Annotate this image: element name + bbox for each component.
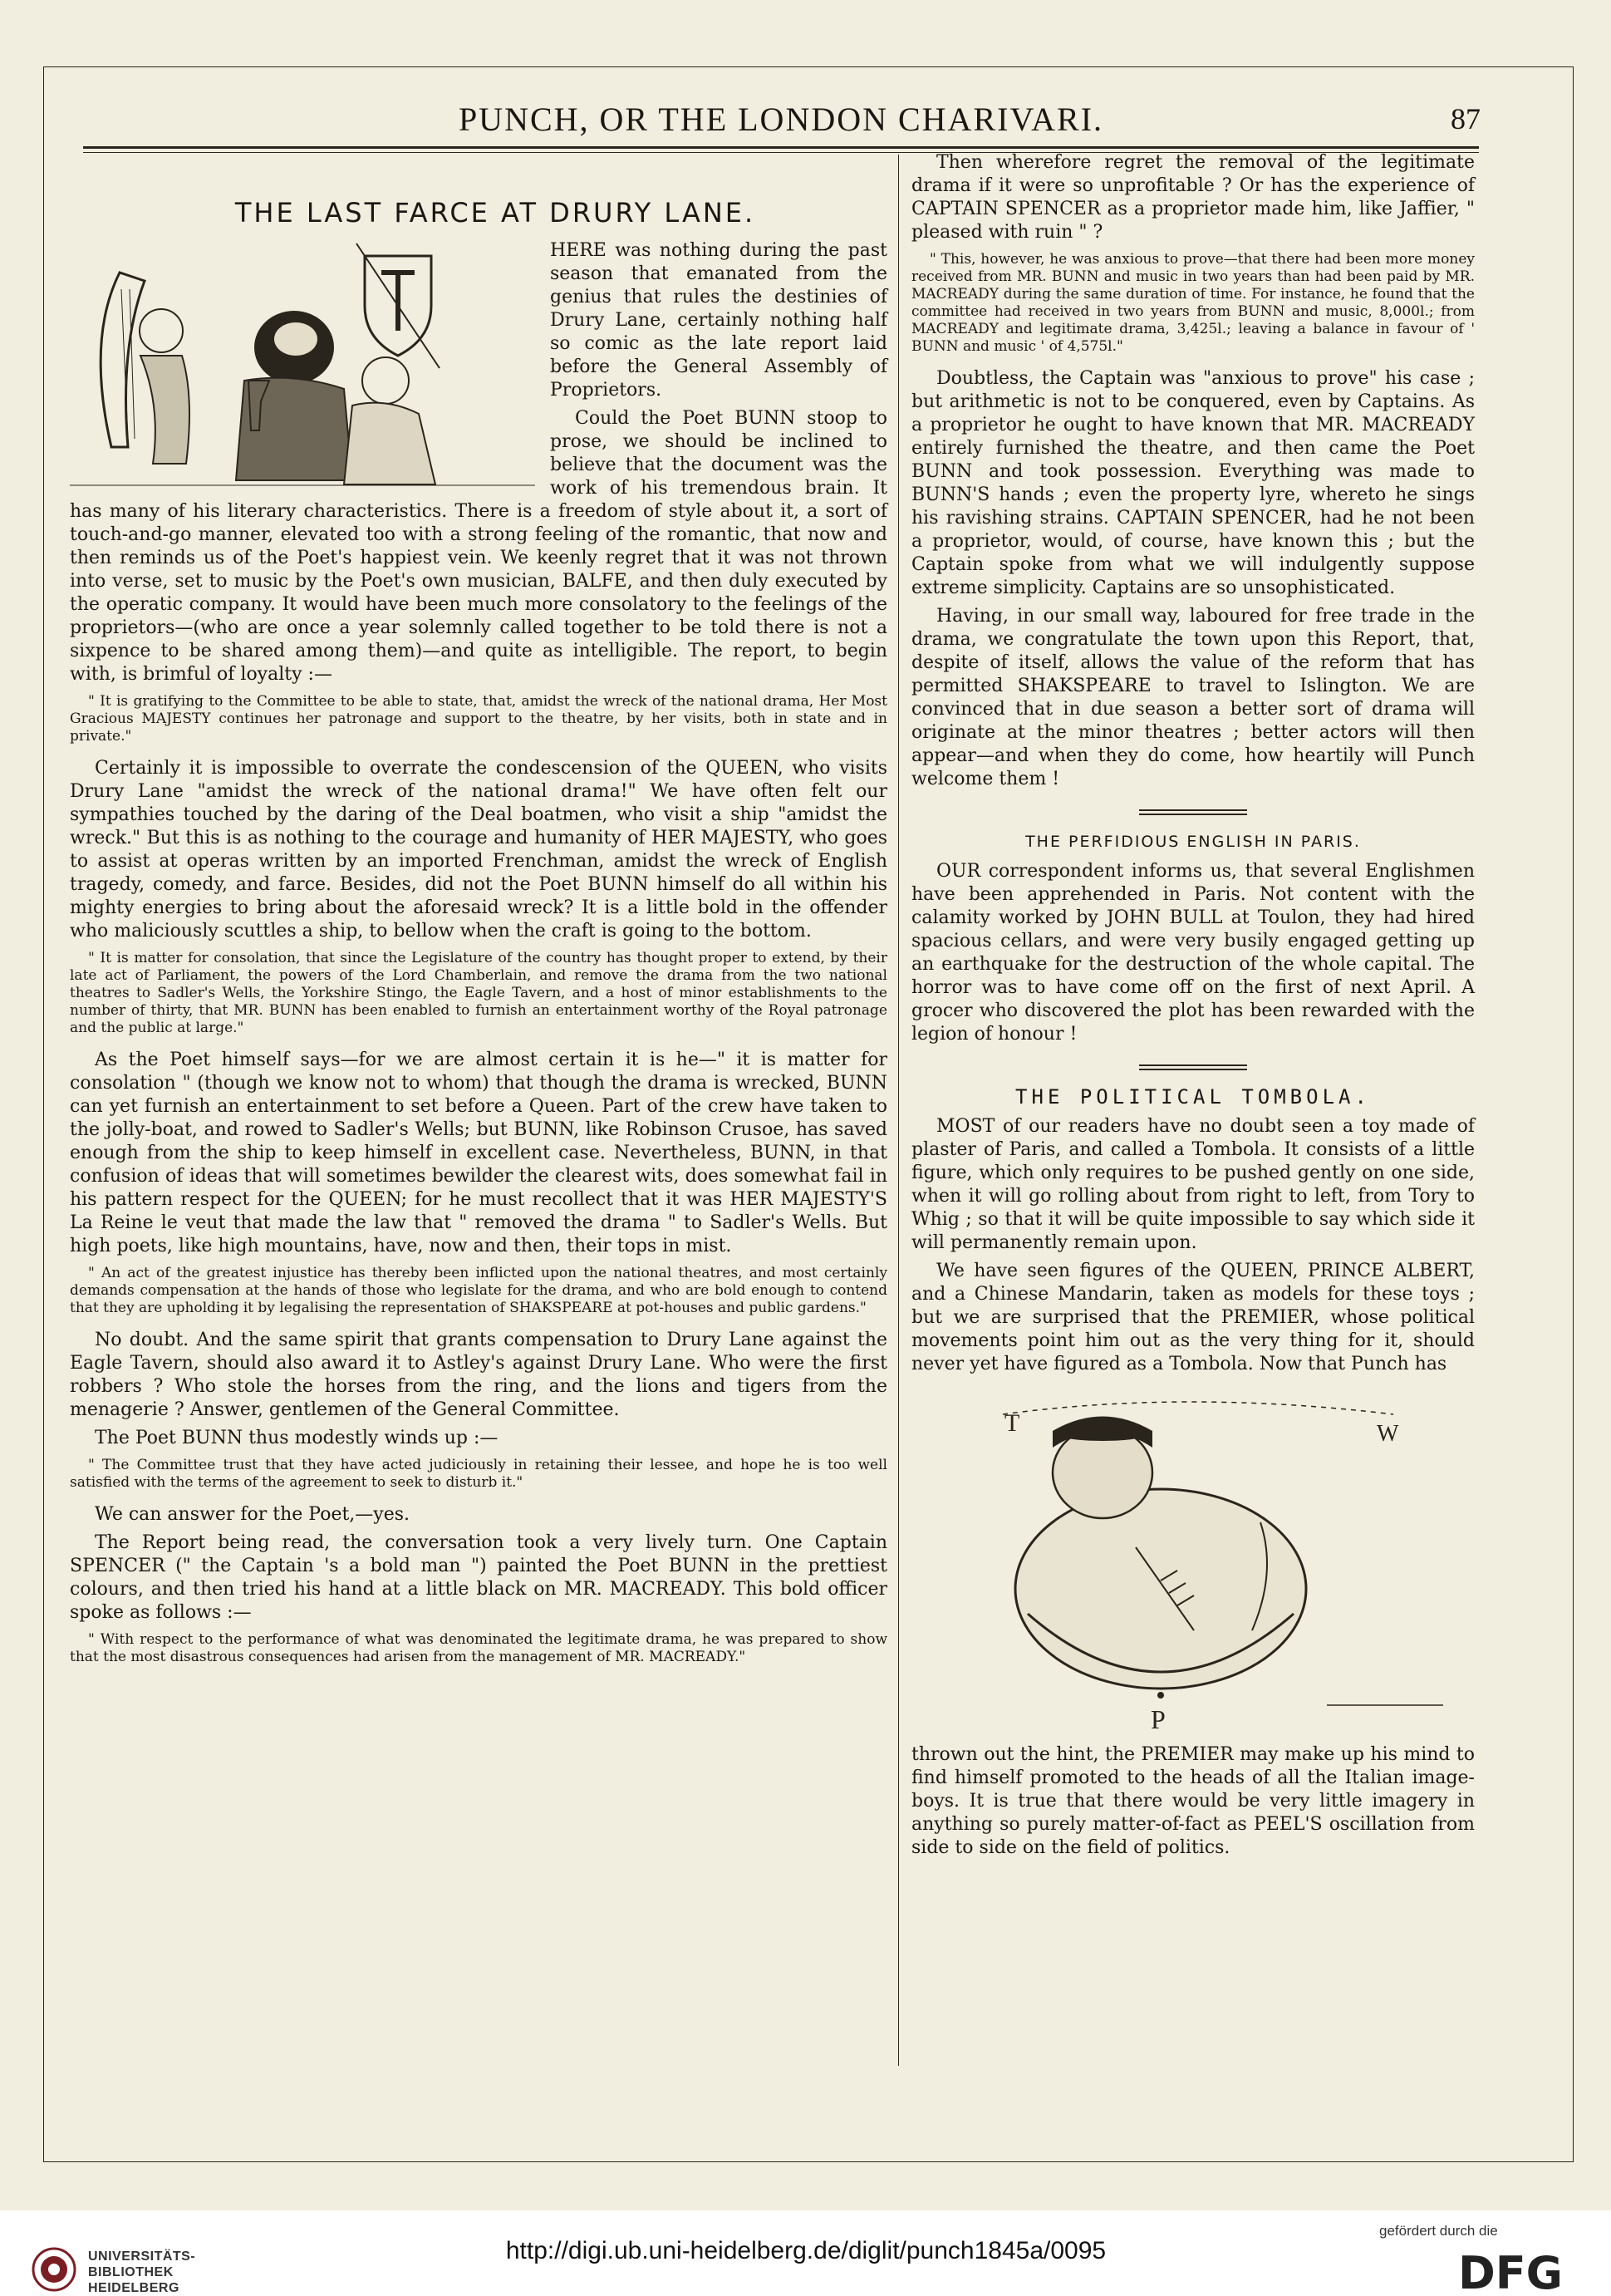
article1-paragraph-10: Doubtless, the Captain was "anxious to prove" his case ; but arithmetic is not to be conquered, even by Captains. As a proprietor he ought to have known that MR. MACREADY entirely furnished the theatre, and then came the Poet BUNN and took possession. Everything was made to BUNN'S hands ; even the property lyre, whereto he sings his ravishing strains. CAPTAIN SPENCER, had he not been a proprietor, would, of course, have known this ; but the Captain spoke from what we will indulgently suppose extreme simplicity. Captains are so unsophisticated. — [911, 368, 1475, 598]
left-column — [70, 197, 887, 1678]
quoted-extract-3: " An act of the greatest injustice has thereby been inflicted upon the national theatres, and most certainly demands compensation at the hands of those who legislate for the drama, and who are bold enough to contend that they are upholding it by legalising the representation of SHAKSPEARE at pot-houses and public gardens." — [70, 1265, 887, 1316]
institution-line: HEIDELBERG — [88, 2281, 179, 2295]
tory-label: T — [1004, 1409, 1020, 1437]
article1-paragraph-2: Could the Poet BUNN stoop to prose, we should be inclined to believe that the document was the work of his tremendous brain. It has many of his literary characteristics. There is a freedom of style about it, a sort of touch-and-go manner, elevated too with a strong feeling of the romantic, that now and then reminds us of the Poet's happiest vein. We keenly regret that it was not thrown into verse, set to music by the Poet's own musician, BALFE, and then duly executed by the operatic company. It would have been much more consolatory to the feelings of the proprietors—(who are once a year solemnly called together to be told there is not a sixpence to be shared among them)—and quite as intelligible. The report, to begin with, is brimful of loyalty :— — [70, 408, 887, 685]
article-title: THE LAST FARCE AT DRURY LANE. — [234, 197, 756, 229]
quoted-extract-2: " It is matter for consolation, that since the Legislature of the country has thought proper to extend, by their late act of Parliament, the powers of the Lord Chamberlain, and remove the drama from the two national theatres to Sadler's Wells, the Yorkshire Stingo, the Eagle Tavern, and a host of minor establishments to the number of thirty, that MR. BUNN has been enabled to furnish an entertainment worthy of the Royal patronage and the public at large." — [70, 950, 887, 1036]
article1-paragraph-1: HERE was nothing during the past season that emanated from the genius that rules the destinies of Drury Lane, certainly nothing half so comic as the late report laid before the General Assembly of Proprietors. — [550, 240, 887, 401]
quoted-extract-5: " With respect to the performance of what was denominated the legitimate drama, he was prepared to show that the most disastrous consequences had arisen from the management of MR. MACREADY." — [70, 1631, 887, 1665]
section-divider — [1139, 809, 1247, 815]
section-divider — [1139, 1064, 1247, 1070]
quoted-extract-6: " This, however, he was anxious to prove—that there had been more money received from MR. BUNN and music in two years than had been paid by MR. MACREADY during the same duration of time. For instance, he found that the committee had received in two years from BUNN and music, 8,000l.; from MACREADY and legitimate drama, 3,425l.; leaving a balance in favour of ' BUNN and music ' of 4,575l." — [911, 251, 1475, 355]
running-head: PUNCH, OR THE LONDON CHARIVARI. — [458, 101, 1104, 138]
whig-label: W — [1377, 1421, 1399, 1447]
article-title: THE PERFIDIOUS ENGLISH IN PARIS. — [1025, 833, 1361, 851]
article1-paragraph-9: Then wherefore regret the removal of the legitimate drama if it were so unprofitable ? Or has the experience of CAPTAIN SPENCER as a proprietor made him, like Jaffier, " pleased with ruin " ? — [911, 152, 1475, 243]
article2-paragraph-1: OUR correspondent informs us, that several Englishmen have been apprehended in Paris. Not content with the calamity worked by JOHN BULL at Toulon, they had hired spacious cellars, and were very busily engaged getting up an earthquake for the destruction of the whole capital. The horror was to have come off on the first of next April. A grocer who discovered the plot has been rewarded with the legion of honour ! — [911, 861, 1475, 1045]
article-title: THE POLITICAL TOMBOLA. — [1015, 1085, 1371, 1109]
article1-paragraph-7: We can answer for the Poet,—yes. — [95, 1504, 410, 1525]
tombola-illustration — [911, 1381, 1460, 1738]
institution-line: BIBLIOTHEK — [88, 2265, 174, 2279]
quoted-extract-4: " The Committee trust that they have acted judiciously in retaining their lessee, and hope he is too well satisfied with the terms of the agreement to seek to disturb it." — [70, 1457, 887, 1491]
quoted-extract-1: " It is gratifying to the Committee to be able to state, that, amidst the wreck of the national drama, Her Most Gracious MAJESTY continues her patronage and support to the theatre, by her visits, both in state and in private." — [70, 693, 887, 745]
article1-paragraph-4: As the Poet himself says—for we are almost certain it is he—" it is matter for consolation " (though we know not to whom) that though the drama is wrecked, BUNN can yet furnish an entertainment to set before a Queen. Part of the crew have taken to the jolly-boat, and rowed to Sadler's Wells; but BUNN, like Robinson Crusoe, has saved enough from the ship to keep himself in excellent case. Nevertheless, BUNN, in that confusion of ideas that will sometimes bewilder the clearest wits, does somewhat fail in his pattern respect for the QUEEN; for he must recollect that it was HER MAJESTY'S La Reine le veut that made the law that " removed the drama " to Sadler's Wells. But high poets, like high mountains, have, now and then, their tops in mist. — [70, 1050, 887, 1256]
institution-line: UNIVERSITÄTS- — [88, 2249, 196, 2264]
dfg-logo-icon — [1427, 2247, 1594, 2294]
page-number: 87 — [1451, 102, 1481, 135]
right-column — [911, 151, 1475, 1865]
poet-with-harp-image — [70, 239, 535, 489]
article1-paragraph-5: No doubt. And the same spirit that grants compensation to Drury Lane against the Eagle Tavern, should also award it to Astley's against Drury Lane. Who were the first robbers ? Who stole the horses from the ring, and the lions and tigers from the menagerie ? Answer, gentlemen of the General Committee. — [70, 1330, 887, 1420]
peel-label: P — [1151, 1704, 1166, 1734]
university-seal-icon — [30, 2247, 78, 2292]
header-rule — [83, 146, 1479, 149]
dfg-logo-text: DFG — [1457, 2247, 1564, 2294]
institution-name — [88, 2249, 195, 2296]
article3-paragraph-1: MOST of our readers have no doubt seen a toy made of plaster of Paris, and called a Tombola. It consists of a little figure, which only requires to be pushed gently on one side, when it will go rolling about from right to left, from Tory to Whig ; so that it will be quite impossible to say which side it will permanently remain upon. — [911, 1116, 1475, 1253]
sponsor-label: gefördert durch die — [1379, 2223, 1498, 2239]
article3-paragraph-2: We have seen figures of the QUEEN, PRINCE ALBERT, and a Chinese Mandarin, taken as models for these toys ; but we are surprised that the PREMIER, whose political movements point him out as the very thing for it, should never yet have figured as a Tombola. Now that Punch has — [911, 1261, 1475, 1374]
article1-paragraph-11: Having, in our small way, laboured for free trade in the drama, we congratulate the town upon this Report, that, despite of itself, allows the value of the reform that has permitted SHAKSPEARE to travel to Islington. We are convinced that in due season a better sort of drama will originate at the minor theatres ; better actors will then appear—and when they do come, how heartily will Punch welcome them ! — [911, 606, 1475, 789]
article1-paragraph-8: The Report being read, the conversation took a very lively turn. One Captain SPENCER (" the Captain 's a bold man ") painted the Poet BUNN in the prettiest colours, and then tried his hand at a little black on MR. MACREADY. This bold officer spoke as follows :— — [70, 1532, 887, 1623]
article3-paragraph-3: thrown out the hint, the PREMIER may make up his mind to find himself promoted to the heads of all the Italian image-boys. It is true that there would be very little imagery in anything so purely matter-of-fact as PEEL'S oscillation from side to side on the field of politics. — [911, 1744, 1475, 1858]
premier-tombola-image — [911, 1381, 1460, 1738]
article1-paragraph-3: Certainly it is impossible to overrate the condescension of the QUEEN, who visits Drury Lane "amidst the wreck of the national drama!" We have often felt our sympathies touched by the daring of the Deal boatmen, who visit a ship "amidst the wreck." But this is as nothing to the courage and humanity of HER MAJESTY, who goes to assist at operas written by an imported Frenchman, amidst the wreck of English tragedy, comedy, and farce. Besides, did not the Poet BUNN himself do all within his mighty energies to bring about the aforesaid wreck? It is a little bold in the offender who maliciously scuttles a ship, to bellow when the craft is going to the bottom. — [70, 758, 887, 942]
drury-lane-illustration — [70, 239, 535, 489]
source-link[interactable]: http://digi.ub.uni-heidelberg.de/diglit/punch1845a/0095 — [505, 2237, 1107, 2264]
column-rule — [898, 155, 899, 2066]
article1-paragraph-6: The Poet BUNN thus modestly winds up :— — [95, 1428, 499, 1448]
